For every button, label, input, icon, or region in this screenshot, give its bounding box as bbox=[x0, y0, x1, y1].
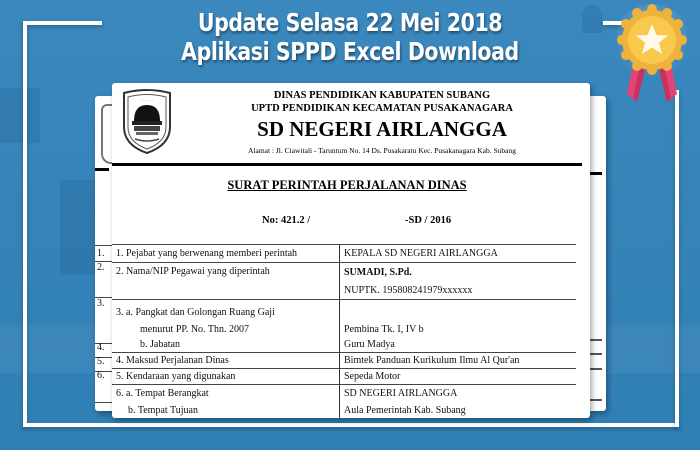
back-page-number: 4. bbox=[97, 342, 105, 353]
row-value: KEPALA SD NEGERI AIRLANGGA bbox=[344, 248, 498, 259]
row-value-secondary: Aula Pemerintah Kab. Subang bbox=[344, 405, 466, 416]
table-row bbox=[112, 300, 576, 353]
background-shape bbox=[60, 180, 95, 275]
back-page-rule bbox=[590, 399, 602, 401]
headline-line1: Update Selasa 22 Mei 2018 bbox=[197, 8, 503, 37]
sppd-table bbox=[112, 244, 576, 418]
document-title: SURAT PERINTAH PERJALANAN DINAS bbox=[227, 178, 467, 192]
table-row bbox=[112, 353, 576, 369]
back-page-number: 6. bbox=[97, 370, 105, 381]
document-number-right: -SD / 2016 bbox=[405, 215, 452, 226]
row-label-secondary: b. Tempat Tujuan bbox=[128, 405, 198, 416]
row-value: Bimtek Panduan Kurikulum Ilmu Al Qur'an bbox=[344, 355, 520, 366]
back-page-rule bbox=[590, 339, 602, 341]
row-value-secondary: Guru Madya bbox=[344, 339, 395, 350]
frame-left bbox=[23, 21, 27, 426]
row-label: 5. Kendaraan yang digunakan bbox=[116, 371, 236, 382]
star-medal-icon bbox=[617, 4, 687, 104]
row-value: Sepeda Motor bbox=[344, 371, 401, 382]
table-row bbox=[112, 369, 576, 385]
row-label-tertiary: b. Jabatan bbox=[140, 339, 180, 350]
sppd-document bbox=[112, 83, 590, 418]
document-number-left: No: 421.2 / bbox=[262, 215, 311, 226]
background-shape bbox=[0, 88, 40, 143]
back-page-number: 2. bbox=[97, 262, 105, 273]
back-page-rule bbox=[590, 368, 602, 370]
table-row bbox=[112, 385, 576, 419]
back-page-rule bbox=[590, 353, 602, 355]
regency-crest-logo bbox=[120, 87, 174, 155]
row-label-secondary: menurut PP. No. Thn. 2007 bbox=[140, 324, 249, 335]
letterhead-rule bbox=[112, 163, 582, 166]
letterhead-school: SD NEGERI AIRLANGGA bbox=[257, 117, 507, 141]
headline-line2: Aplikasi SPPD Excel Download bbox=[181, 37, 519, 66]
letterhead-address: Alamat : Jl. Ciawitali - Taruntum No. 14 Ds. Pusakaratu Kec. Pusakanagara Kab. Subang bbox=[247, 146, 517, 155]
row-label: 3. a. Pangkat dan Golongan Ruang Gaji bbox=[116, 307, 275, 318]
table-row bbox=[112, 245, 576, 263]
row-value: SD NEGERI AIRLANGGA bbox=[344, 388, 458, 399]
back-page-right-edge bbox=[590, 96, 606, 411]
row-value: Pembina Tk. I, IV b bbox=[344, 324, 424, 335]
back-page-number: 3. bbox=[97, 298, 105, 309]
frame-bottom bbox=[23, 423, 679, 427]
row-value-secondary: NUPTK. 195808241979xxxxxx bbox=[344, 285, 473, 296]
frame-right bbox=[675, 90, 679, 427]
row-value: SUMADI, S.Pd. bbox=[344, 267, 412, 278]
letterhead-agency: DINAS PENDIDIKAN KABUPATEN SUBANG bbox=[273, 90, 491, 101]
row-label: 2. Nama/NIP Pegawai yang diperintah bbox=[116, 266, 270, 277]
back-page-rule bbox=[590, 172, 602, 175]
letterhead-unit: UPTD PENDIDIKAN KECAMATAN PUSAKANAGARA bbox=[251, 103, 513, 114]
headline bbox=[63, 8, 637, 66]
back-page-number: 5. bbox=[97, 356, 105, 367]
row-label: 6. a. Tempat Berangkat bbox=[116, 388, 209, 399]
back-page-rule bbox=[95, 168, 109, 171]
letterhead bbox=[182, 89, 582, 156]
svg-text:· · · · · ·: · · · · · · bbox=[140, 98, 154, 103]
row-label: 4. Maksud Perjalanan Dinas bbox=[116, 355, 229, 366]
row-label: 1. Pejabat yang berwenang memberi perintah bbox=[116, 248, 298, 259]
back-page-number: 1. bbox=[97, 248, 105, 259]
table-row bbox=[112, 263, 576, 300]
